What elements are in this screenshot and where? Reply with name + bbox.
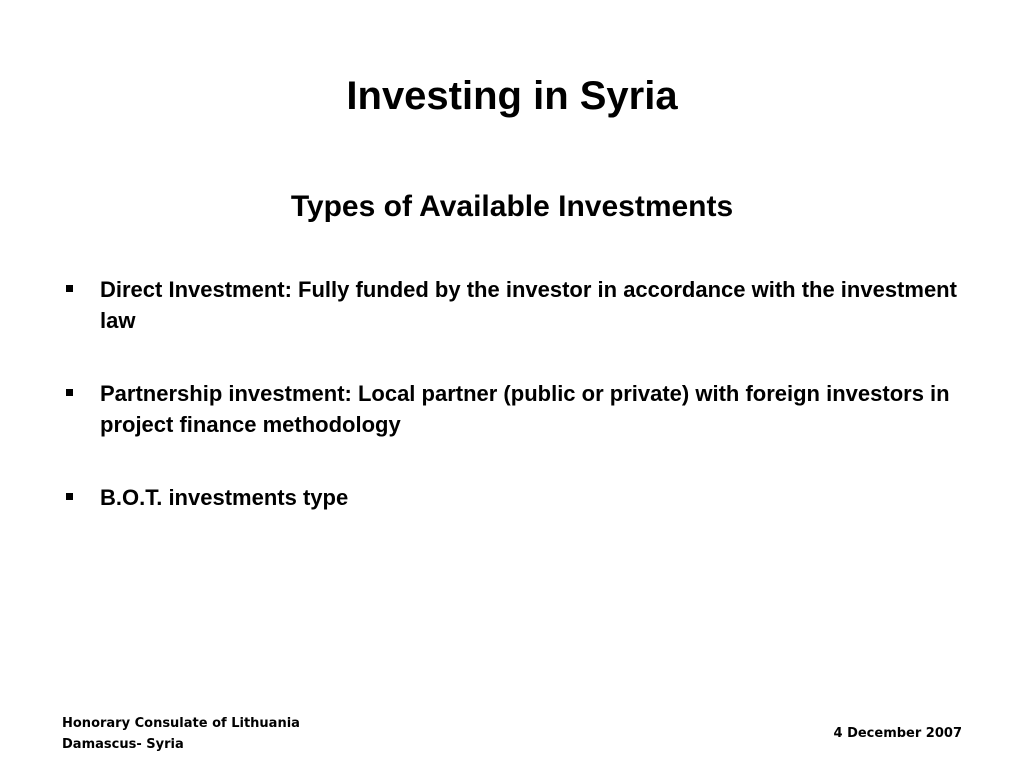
square-bullet-icon xyxy=(66,493,73,500)
footer-organization xyxy=(62,713,300,755)
footer-line-location: Damascus- Syria xyxy=(62,737,184,752)
slide-subtitle: Types of Available Investments xyxy=(290,190,734,223)
square-bullet-icon xyxy=(66,285,73,292)
list-item xyxy=(62,378,972,440)
footer-date: 4 December 2007 xyxy=(833,726,962,741)
square-bullet-icon xyxy=(66,389,73,396)
slide-title: Investing in Syria xyxy=(346,74,678,118)
bullet-list xyxy=(62,274,972,555)
bullet-text: Partnership investment: Local partner (public or private) with foreign investors in project finance methodology xyxy=(100,381,950,437)
bullet-text: B.O.T. investments type xyxy=(100,485,349,510)
bullet-text: Direct Investment: Fully funded by the investor in accordance with the investment law xyxy=(100,277,957,333)
list-item xyxy=(62,482,972,513)
list-item xyxy=(62,274,972,336)
footer-line-organization: Honorary Consulate of Lithuania xyxy=(62,716,300,731)
